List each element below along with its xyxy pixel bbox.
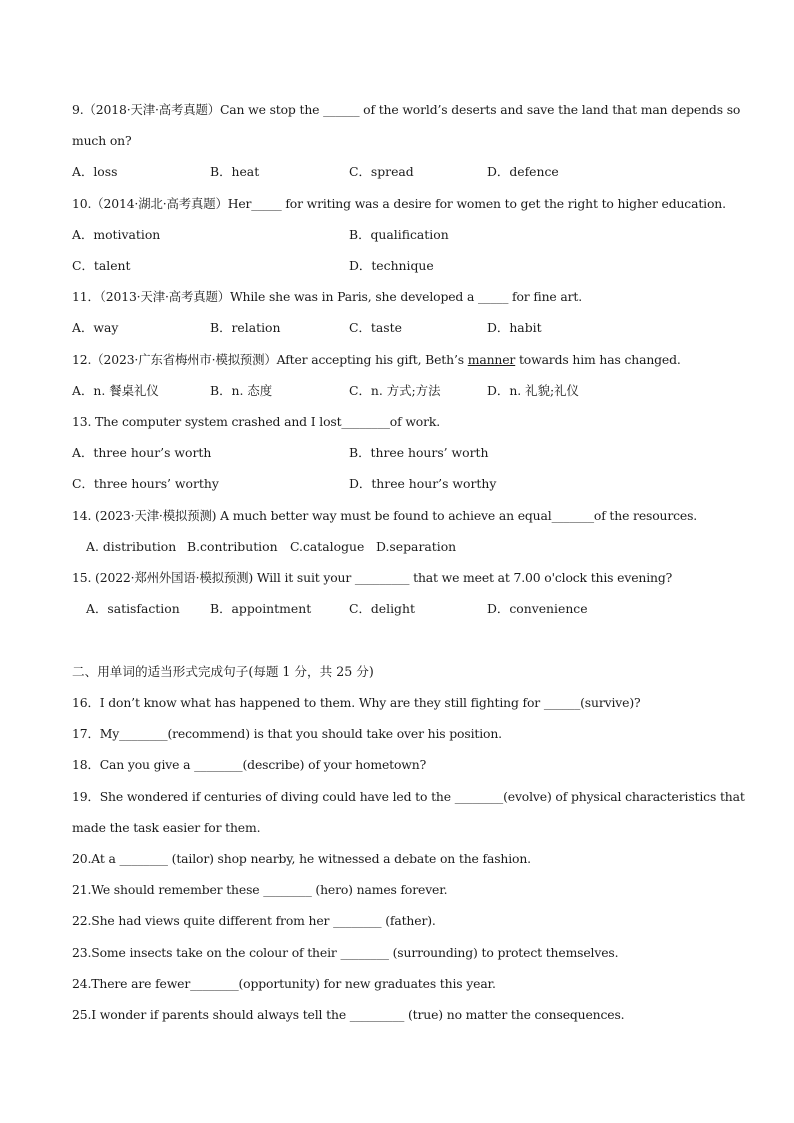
question-10-option-a: A．motivation bbox=[72, 227, 161, 242]
question-13-stem: 13. The computer system crashed and I lost________of work. bbox=[72, 414, 441, 429]
fill-item-25: 25.I wonder if parents should always tell the _________ (true) no matter the consequences. bbox=[72, 1007, 625, 1022]
question-15-option-b: B．appointment bbox=[210, 601, 312, 616]
question-14-stem: 14. (2023·天津·模拟预测) A much better way must be found to achieve an equal_______of the resources. bbox=[72, 508, 698, 523]
question-15-stem: 15. (2022·郑州外国语·模拟预测) Will it suit your _________ that we meet at 7.00 o'clock this evening? bbox=[72, 570, 673, 585]
question-12-option-d: D．n. 礼貌;礼仪 bbox=[487, 383, 579, 398]
question-14-option-b: B.contribution bbox=[187, 539, 278, 554]
question-9-option-c: C．spread bbox=[349, 164, 414, 179]
fill-item-19: 19．She wondered if centuries of diving could have led to the ________(evolve) of physical characteristics that bbox=[72, 789, 745, 804]
fill-item-16: 16．I don’t know what has happened to them. Why are they still fighting for ______(survive)? bbox=[72, 695, 641, 710]
question-14-option-d: D.separation bbox=[376, 539, 457, 554]
fill-item-23: 23.Some insects take on the colour of their ________ (surrounding) to protect themselves. bbox=[72, 945, 619, 960]
question-9-stem-cont: much on? bbox=[72, 133, 132, 148]
question-10-stem: 10.（2014·湖北·高考真题）Her_____ for writing was a desire for women to get the right to higher education. bbox=[72, 196, 726, 211]
fill-item-19-cont: made the task easier for them. bbox=[72, 820, 261, 835]
section-2-heading: 二、用单词的适当形式完成句子(每题 1 分，共 25 分) bbox=[72, 664, 374, 679]
question-12-option-b: B．n. 态度 bbox=[210, 383, 273, 398]
question-12-stem bbox=[72, 352, 681, 368]
question-13-option-b: B．three hours’ worth bbox=[349, 445, 489, 460]
question-10-option-d: D．technique bbox=[349, 258, 434, 273]
question-14-option-a: A. distribution bbox=[86, 539, 177, 554]
question-9-option-d: D．defence bbox=[487, 164, 559, 179]
question-9-option-a: A．loss bbox=[72, 164, 118, 179]
question-13-option-a: A．three hour’s worth bbox=[72, 445, 212, 460]
question-9-option-b: B．heat bbox=[210, 164, 260, 179]
question-15-option-a: A．satisfaction bbox=[86, 601, 180, 616]
fill-item-18: 18．Can you give a ________(describe) of your hometown? bbox=[72, 757, 427, 772]
question-12-stem-prefix: 12.（2023·广东省梅州市·模拟预测）After accepting his gift, Beth’s bbox=[72, 352, 468, 367]
question-15-option-c: C．delight bbox=[349, 601, 415, 616]
question-10-option-c: C．talent bbox=[72, 258, 131, 273]
question-12-underlined-word: manner bbox=[467, 352, 516, 367]
fill-item-20: 20.At a ________ (tailor) shop nearby, he witnessed a debate on the fashion. bbox=[72, 851, 531, 866]
fill-item-17: 17．My________(recommend) is that you should take over his position. bbox=[72, 726, 502, 741]
fill-item-24: 24.There are fewer________(opportunity) for new graduates this year. bbox=[72, 976, 496, 991]
question-12-option-c: C．n. 方式;方法 bbox=[349, 383, 441, 398]
question-10-option-b: B．qualification bbox=[349, 227, 449, 242]
question-11-option-c: C．taste bbox=[349, 320, 402, 335]
question-13-option-d: D．three hour’s worthy bbox=[349, 476, 497, 491]
question-13-option-c: C．three hours’ worthy bbox=[72, 476, 219, 491]
question-11-option-a: A．way bbox=[72, 320, 119, 335]
question-12-stem-suffix: towards him has changed. bbox=[515, 352, 681, 367]
question-9-stem: 9.（2018·天津·高考真题）Can we stop the ______ of the world’s deserts and save the land that man depends so bbox=[72, 102, 741, 117]
question-11-option-b: B．relation bbox=[210, 320, 281, 335]
fill-item-22: 22.She had views quite different from her ________ (father). bbox=[72, 913, 436, 928]
question-12-option-a: A．n. 餐桌礼仪 bbox=[72, 383, 159, 398]
fill-item-21: 21.We should remember these ________ (hero) names forever. bbox=[72, 882, 448, 897]
question-15-option-d: D．convenience bbox=[487, 601, 588, 616]
question-11-stem: 11．（2013·天津·高考真题）While she was in Paris, she developed a _____ for fine art. bbox=[72, 289, 583, 304]
question-14-option-c: C.catalogue bbox=[290, 539, 365, 554]
question-11-option-d: D．habit bbox=[487, 320, 542, 335]
